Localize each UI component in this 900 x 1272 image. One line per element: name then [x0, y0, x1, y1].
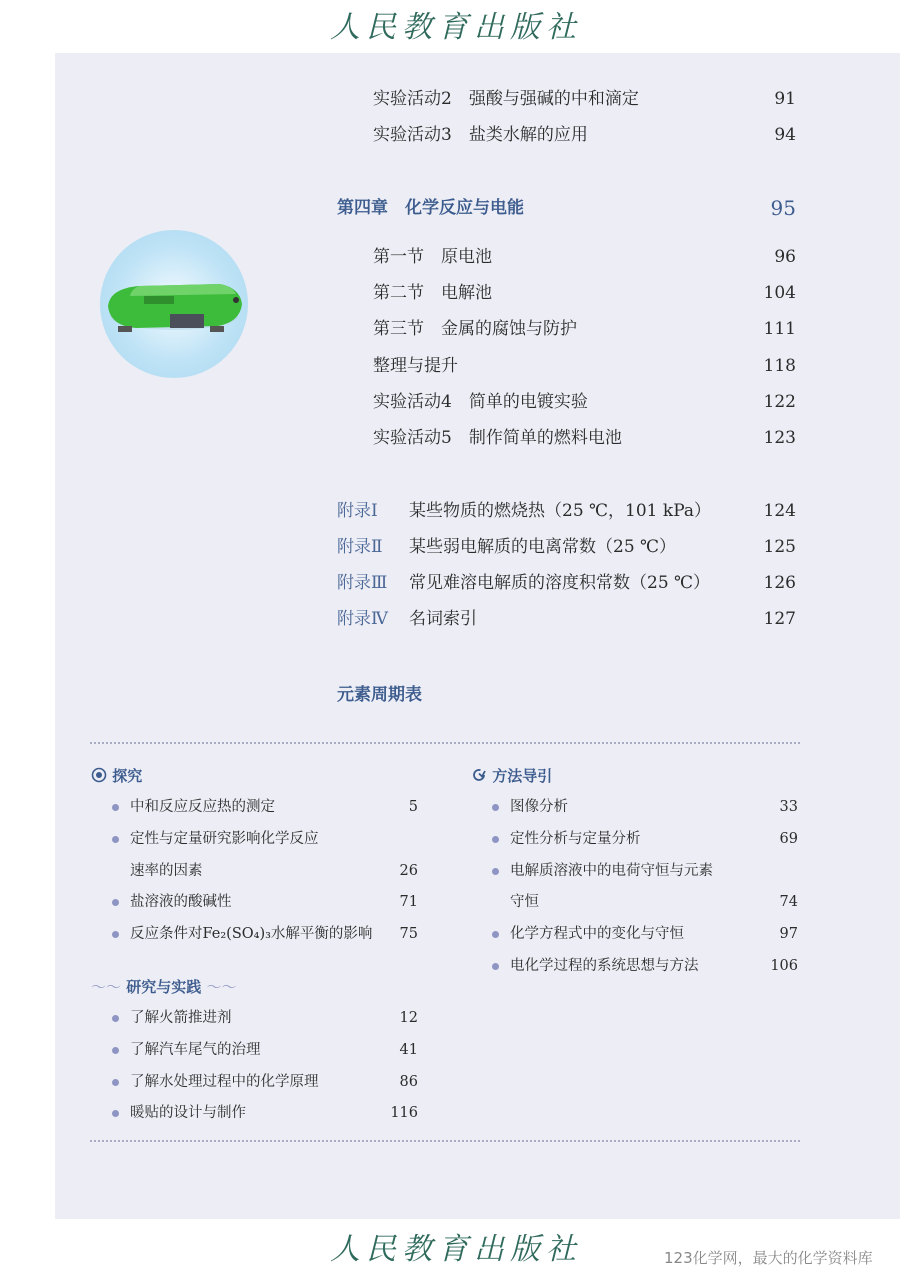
item-page: 5 — [408, 799, 418, 815]
item-page: 12 — [399, 1010, 418, 1026]
periodic-table-link[interactable]: 元素周期表 — [337, 685, 422, 705]
toc-title: 实验活动3 盐类水解的应用 — [373, 125, 588, 145]
toc-title: 实验活动5 制作简单的燃料电池 — [373, 428, 622, 448]
explore-heading-label: 探究 — [112, 767, 143, 785]
appendix-title: 某些弱电解质的电离常数（25 ℃） — [409, 537, 677, 557]
bullet-icon — [492, 868, 499, 875]
bullet-icon — [112, 899, 119, 906]
item-title: 速率的因素 — [130, 863, 203, 879]
item-page: 74 — [779, 894, 798, 910]
appendix-page: 127 — [763, 609, 796, 629]
practice-heading — [91, 976, 237, 997]
toc-row[interactable] — [373, 122, 796, 148]
item-title: 暖贴的设计与制作 — [130, 1105, 246, 1121]
item-title: 定性分析与定量分析 — [510, 831, 641, 847]
item-title: 了解火箭推进剂 — [130, 1010, 232, 1026]
bullet-icon — [112, 1015, 119, 1022]
refresh-arrow-icon — [471, 767, 487, 783]
list-item[interactable] — [110, 1070, 418, 1094]
appendix-title: 某些物质的燃烧热（25 ℃，101 kPa） — [409, 501, 712, 521]
appendix-title: 名词索引 — [409, 609, 477, 629]
bullet-icon — [492, 804, 499, 811]
wave-icon: 〜〜 — [91, 978, 122, 996]
bullet-icon — [492, 836, 499, 843]
chapter-page: 95 — [770, 196, 796, 220]
item-title: 图像分析 — [510, 799, 568, 815]
toc-page: 111 — [763, 319, 796, 339]
list-item[interactable] — [110, 1006, 418, 1030]
list-item[interactable] — [110, 1101, 418, 1125]
toc-title: 整理与提升 — [373, 356, 458, 376]
appendix-title: 常见难溶电解质的溶度积常数（25 ℃） — [409, 573, 711, 593]
item-title: 盐溶液的酸碱性 — [130, 894, 232, 910]
dotted-divider — [90, 742, 800, 744]
publisher-logo: 人民教育出版社 — [330, 10, 582, 45]
list-item[interactable] — [110, 827, 418, 851]
chapter-title: 第四章 化学反应与电能 — [337, 198, 524, 218]
item-title: 电化学过程的系统思想与方法 — [510, 958, 699, 974]
bullet-icon — [112, 804, 119, 811]
toc-row[interactable] — [373, 86, 796, 112]
bullet-icon — [112, 836, 119, 843]
appendix-row[interactable] — [337, 606, 796, 632]
toc-page: 104 — [763, 283, 796, 303]
appendix-page: 124 — [763, 501, 796, 521]
bullet-icon — [492, 963, 499, 970]
toc-page: 123 — [763, 428, 796, 448]
target-icon — [91, 767, 107, 783]
item-page: 116 — [390, 1105, 418, 1121]
list-item[interactable] — [490, 954, 798, 978]
item-page: 106 — [770, 958, 798, 974]
appendix-row[interactable] — [337, 570, 796, 596]
list-item-continuation[interactable] — [490, 890, 798, 914]
appendix-row[interactable] — [337, 498, 796, 524]
item-title: 化学方程式中的变化与守恒 — [510, 926, 684, 942]
item-title: 了解汽车尾气的治理 — [130, 1042, 261, 1058]
list-item[interactable] — [490, 795, 798, 819]
toc-page: 91 — [774, 89, 796, 109]
watermark-text: 123化学网，最大的化学资料库 — [664, 1249, 873, 1267]
appendix-label: 附录Ⅲ — [337, 573, 388, 593]
chapter-heading[interactable] — [337, 195, 796, 221]
practice-heading-label: 研究与实践 — [126, 978, 202, 996]
item-page: 33 — [779, 799, 798, 815]
appendix-label: 附录Ⅰ — [337, 501, 378, 521]
explore-heading — [91, 765, 142, 786]
list-item-continuation[interactable] — [110, 859, 418, 883]
bullet-icon — [112, 1079, 119, 1086]
item-page: 26 — [399, 863, 418, 879]
toc-row[interactable] — [373, 280, 796, 306]
appendix-page: 126 — [763, 573, 796, 593]
item-title: 守恒 — [510, 894, 539, 910]
appendix-label: 附录Ⅱ — [337, 537, 383, 557]
item-title: 电解质溶液中的电荷守恒与元素 — [510, 863, 713, 879]
bullet-icon — [112, 1110, 119, 1117]
submarine-icon — [100, 230, 248, 378]
toc-page: 94 — [774, 125, 796, 145]
toc-page: 96 — [774, 247, 796, 267]
item-title: 反应条件对Fe₂(SO₄)₃水解平衡的影响 — [130, 926, 373, 942]
item-title: 中和反应反应热的测定 — [130, 799, 275, 815]
appendix-row[interactable] — [337, 534, 796, 560]
publisher-logo: 人民教育出版社 — [330, 1232, 582, 1267]
item-page: 41 — [399, 1042, 418, 1058]
toc-title: 实验活动2 强酸与强碱的中和滴定 — [373, 89, 639, 109]
list-item[interactable] — [490, 922, 798, 946]
item-page: 69 — [779, 831, 798, 847]
toc-page: 122 — [763, 392, 796, 412]
list-item[interactable] — [110, 1038, 418, 1062]
item-page: 71 — [399, 894, 418, 910]
bullet-icon — [112, 931, 119, 938]
toc-page: 118 — [763, 356, 796, 376]
toc-title: 第二节 电解池 — [373, 283, 492, 303]
method-heading-label: 方法导引 — [492, 767, 553, 785]
appendix-page: 125 — [763, 537, 796, 557]
item-title: 定性与定量研究影响化学反应 — [130, 831, 319, 847]
submarine-illustration — [100, 230, 248, 378]
list-item[interactable] — [110, 795, 418, 819]
item-title: 了解水处理过程中的化学原理 — [130, 1074, 319, 1090]
toc-title: 实验活动4 简单的电镀实验 — [373, 392, 588, 412]
toc-row[interactable] — [373, 425, 796, 451]
dotted-divider — [90, 1140, 800, 1142]
item-page: 75 — [399, 926, 418, 942]
appendix-label: 附录Ⅳ — [337, 609, 388, 629]
toc-row[interactable] — [373, 389, 796, 415]
item-page: 86 — [399, 1074, 418, 1090]
toc-row[interactable] — [373, 353, 796, 379]
item-page: 97 — [779, 926, 798, 942]
bullet-icon — [492, 931, 499, 938]
toc-row[interactable] — [373, 244, 796, 270]
method-heading — [471, 765, 552, 786]
bullet-icon — [112, 1047, 119, 1054]
wave-icon: 〜〜 — [206, 978, 237, 996]
list-item[interactable] — [110, 922, 418, 946]
toc-title: 第一节 原电池 — [373, 247, 492, 267]
list-item[interactable] — [110, 890, 418, 914]
toc-title: 第三节 金属的腐蚀与防护 — [373, 319, 577, 339]
list-item[interactable] — [490, 859, 798, 883]
list-item[interactable] — [490, 827, 798, 851]
toc-row[interactable] — [373, 316, 796, 342]
